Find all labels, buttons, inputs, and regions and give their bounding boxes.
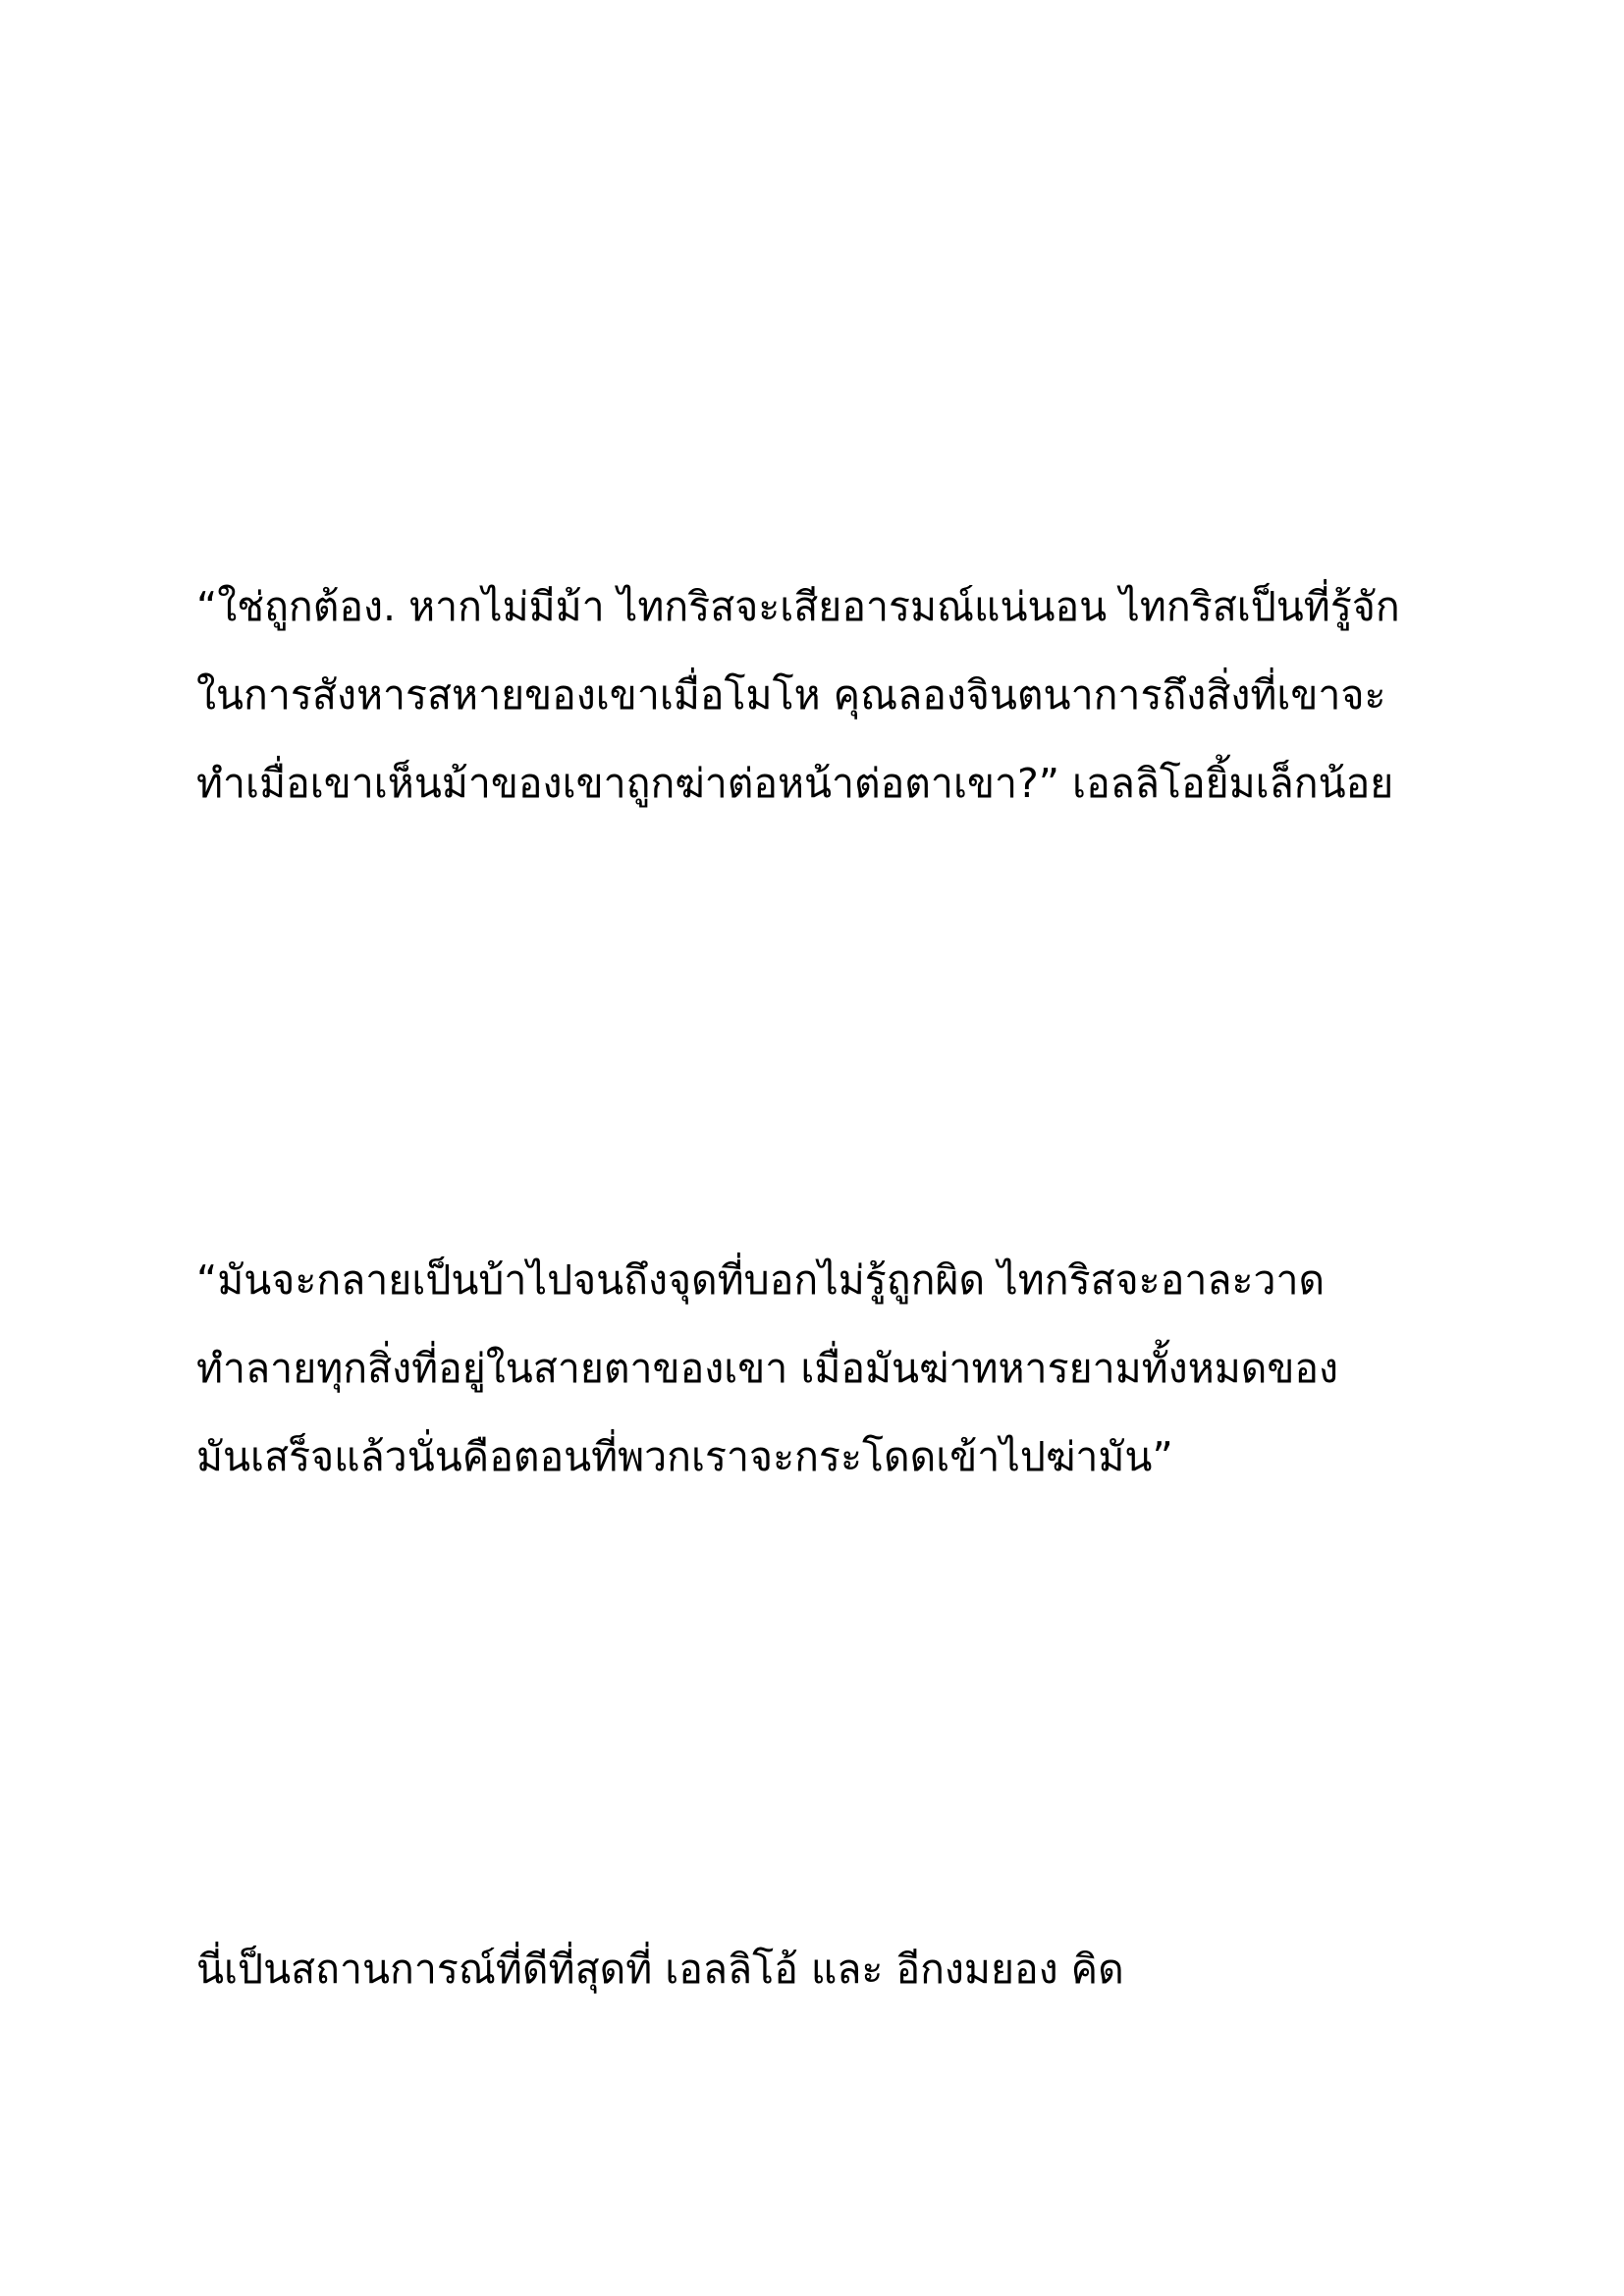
paragraph-line: “มันจะกลายเป็นบ้าไปจนถึงจุดที่บอกไม่รู้ถูกผิด ไทกริสจะอาละวาด [196,1256,1326,1304]
paragraph-1 [196,562,1473,828]
paragraph-line: มันเสร็จแล้วนั่นคือตอนที่พวกเราจะกระโดดเข้าไปฆ่ามัน” [196,1433,1173,1480]
paragraph-line: ทำลายทุกสิ่งที่อยู่ในสายตาของเขา เมื่อมันฆ่าทหารยามทั้งหมดของ [196,1345,1339,1392]
paragraph-line: “ใช่ถูกต้อง. หากไม่มีม้า ไทกริสจะเสียอารมณ์แน่นอน ไทกริสเป็นที่รู้จัก [196,583,1400,630]
paragraph-line: ทำเมื่อเขาเห็นม้าของเขาถูกฆ่าต่อหน้าต่อตาเขา?” เอลลิโอยิ้มเล็กน้อย [196,760,1394,807]
paragraph-line: ในการสังหารสหายของเขาเมื่อโมโห คุณลองจินตนาการถึงสิ่งที่เขาจะ [196,671,1386,719]
paragraph-line: นี่เป็นสถานการณ์ที่ดีที่สุดที่ เอลลิโอ้ และ อีกงมยอง คิด [196,1946,1124,1993]
paragraph-3 [196,1925,1473,2013]
paragraph-2 [196,1236,1473,1501]
